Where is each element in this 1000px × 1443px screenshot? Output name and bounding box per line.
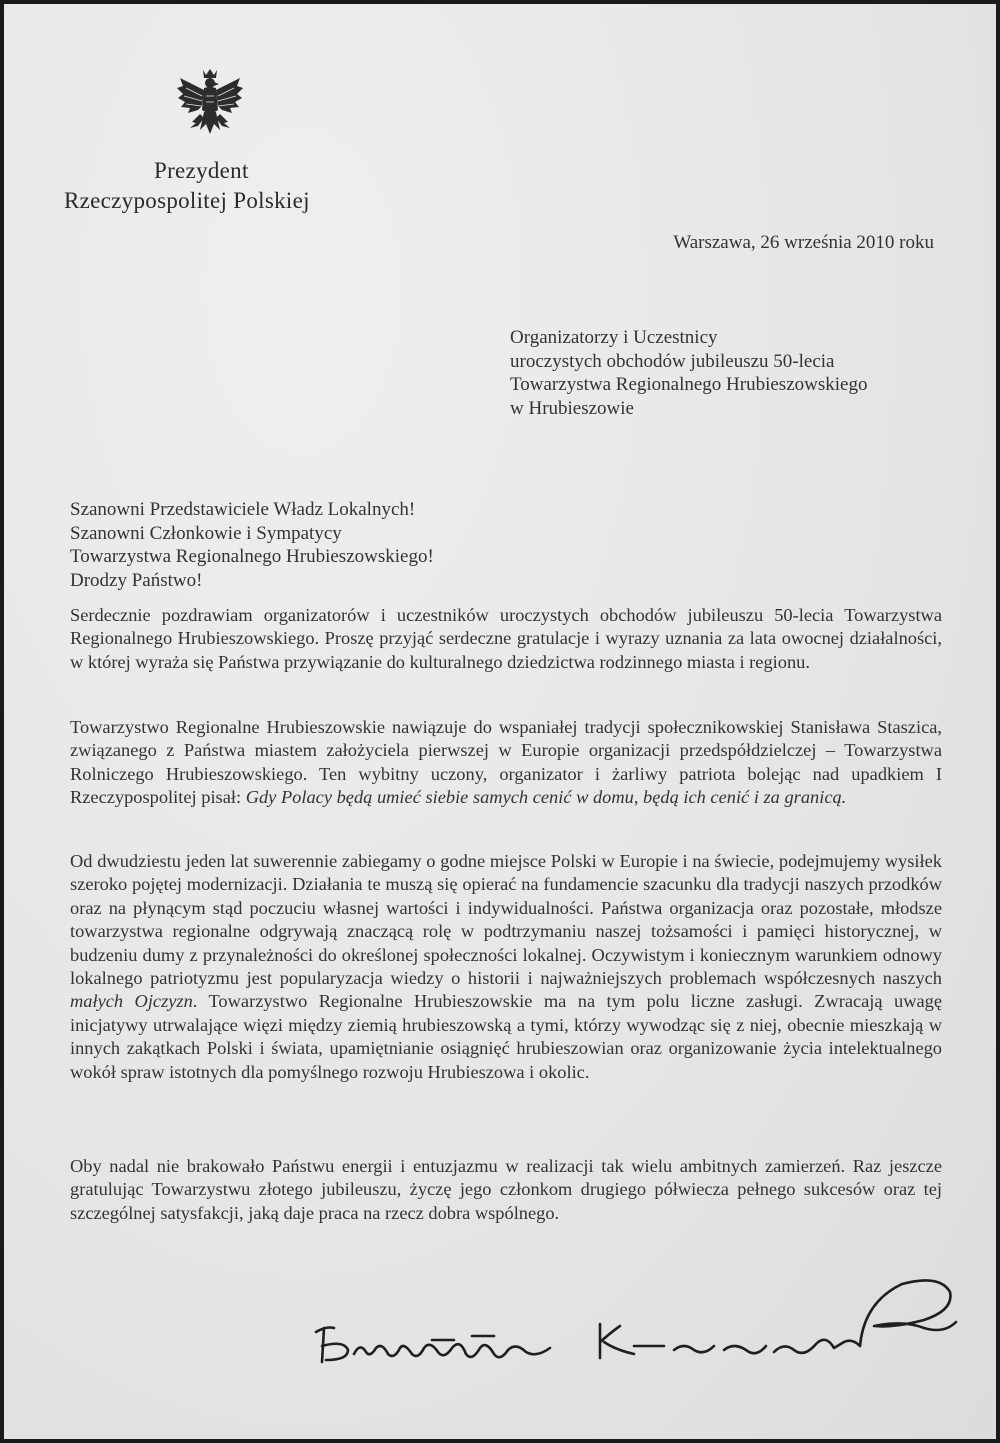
body-paragraph [70,1155,942,1225]
white-eagle-emblem-icon [174,66,246,142]
letter-page [4,4,996,1439]
addressee-line: Organizatorzy i Uczestnicy [510,327,718,348]
body-paragraph [70,604,942,674]
salutation-line: Szanowni Przedstawiciele Władz Lokalnych! [70,499,416,520]
handwritten-signature-icon [304,1262,964,1382]
addressee-block [510,326,867,420]
body-paragraph [70,716,942,810]
salutation-line: Drodzy Państwo! [70,569,203,591]
paragraph-text: Od dwudziestu jeden lat suwerennie zabiegamy o godne miejsce Polski w Europie i na świecie, podejmujemy wysiłek szeroko pojętej modernizacji. Działania te muszą się opierać na fundamencie szacunku dla tradycji naszych przodków oraz na płynącym stąd poczuciu własnej wartości i indywidualności. Państwa organizacja oraz pozostałe, młodsze towarzystwa regionalne odgrywają znaczącą rolę w podtrzymaniu naszej tożsamości i pamięci historycznej, w budzeniu dumy z przynależności do określonej społeczności lokalnej. Oczywistym i koniecznym warunkiem odnowy lokalnego patriotyzmu jest popularyzacja wiedzy o historii i najważniejszych problemach współczesnych naszych [70,851,942,989]
dateline: Warszawa, 26 września 2010 roku [673,232,934,253]
issuer-title-line: Rzeczypospolitej Polskiej [64,188,310,213]
paragraph-text: Towarzystwo Regionalne Hrubieszowskie nawiązuje do wspaniałej tradycji społecznikowskiej Stanisława Staszica, związanego z Państwa miastem założyciela pierwszej w Europie organizacji przedspółdzielczej – Towarzystwa Rolniczego Hrubieszowskiego. Ten wybitny uczony, organizator i żarliwy patriota bolejąc nad upadkiem I Rzeczypospolitej pisał: [70,717,942,808]
paragraph-text: Oby nadal nie brakowało Państwu energii i entuzjazmu w realizacji tak wielu ambitnych zamierzeń. Raz jeszcze gratulując Towarzystwu złotego jubileuszu, życzę jego członkom drugiego półwiecza pełnego sukcesów oraz tej szczególnej satysfakcji, jaką daje praca na rzecz dobra wspólnego. [70,1156,942,1223]
issuer-title [64,156,310,216]
staszic-quote: Gdy Polacy będą umieć siebie samych cenić w domu, będą ich cenić i za granicą. [245,787,847,808]
addressee-line: w Hrubieszowie [510,397,634,419]
salutation-line: Towarzystwa Regionalnego Hrubieszowskiego! [70,546,434,567]
addressee-line: Towarzystwa Regionalnego Hrubieszowskiego [510,374,868,395]
emphasized-phrase: małych Ojczyzn [70,991,193,1012]
paragraph-text: Serdecznie pozdrawiam organizatorów i uczestników uroczystych obchodów jubileuszu 50-lecia Towarzystwa Regionalnego Hrubieszowskiego. Proszę przyjąć serdeczne gratulacje i wyrazy uznania za lata owocnej działalności, w której wyraża się Państwa przywiązanie do kulturalnego dziedzictwa rodzinnego miasta i regionu. [70,605,942,672]
salutation-block [70,498,434,592]
issuer-title-line: Prezydent [154,158,249,183]
salutation-line: Szanowni Członkowie i Sympatycy [70,522,342,544]
body-paragraph [70,850,942,1084]
paragraph-text: . Towarzystwo Regionalne Hrubieszowskie ma na tym polu liczne zasługi. Zwracają uwagę inicjatywy utrwalające więzi między ziemią hrubieszowską a tymi, którzy wywodząc się z niej, obecnie mieszkają w innych zakątkach Polski i świata, upamiętnianie osiągnięć hrubieszowian oraz organizowanie życia intelektualnego wokół spraw istotnych dla pomyślnego rozwoju Hrubieszowa i okolic. [70,991,943,1082]
addressee-line: uroczystych obchodów jubileuszu 50-lecia [510,350,835,372]
